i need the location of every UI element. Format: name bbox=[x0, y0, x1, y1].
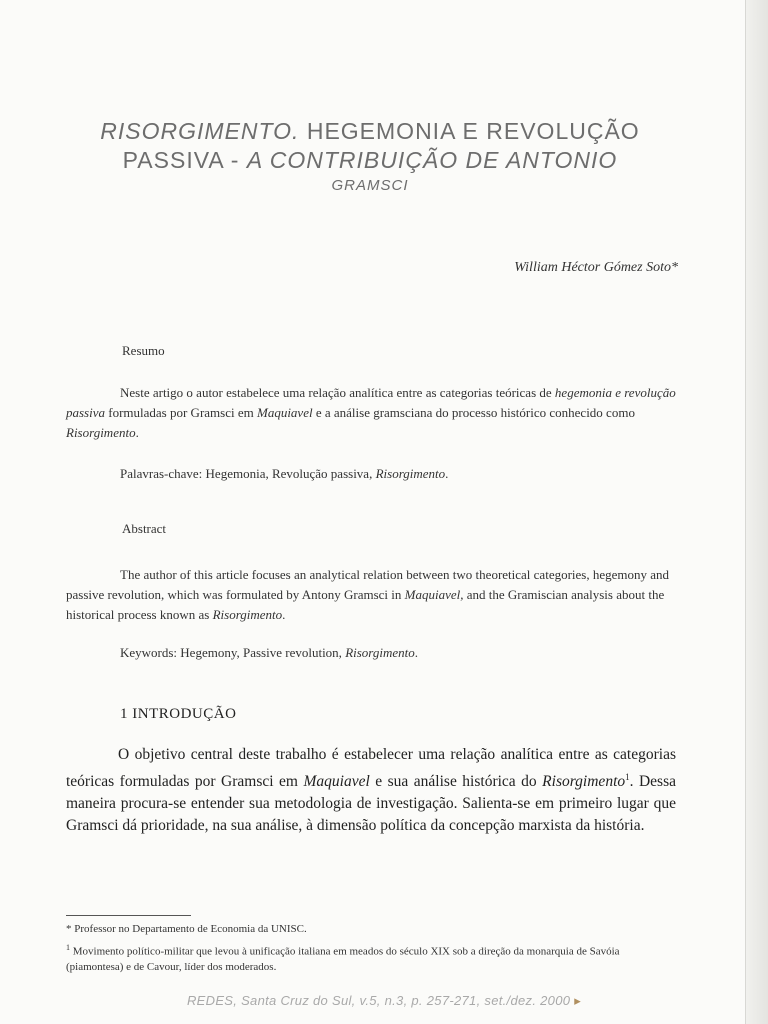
journal-citation: REDES, Santa Cruz do Sul, v.5, n.3, p. 257-271, set./dez. 2000 bbox=[186, 993, 571, 1008]
title-passiva: PASSIVA - bbox=[122, 147, 247, 173]
title-gramsci: GRAMSCI bbox=[331, 177, 409, 194]
author-name: William Héctor Gómez Soto* bbox=[514, 260, 678, 275]
title-contribuicao: A CONTRIBUIÇÃO DE ANTONIO bbox=[246, 147, 618, 173]
footnote-divider bbox=[66, 915, 191, 916]
resumo-heading: Resumo bbox=[122, 343, 165, 358]
page-footer bbox=[0, 993, 768, 1009]
introduction-paragraph: O objetivo central deste trabalho é estabelecer uma relação analítica entre as categorias teóricas formuladas por Gramsci em Maquiavel e sua análise histórica do Risorgimento$^1$. Dessa maneira procura-se entender sua metodologia de investigação. Salienta-se em primeiro lugar que Gramsci dá prioridade, na sua análise, à dimensão política da concepção marxista da história. bbox=[66, 746, 677, 835]
keywords: Keywords: Hegemony, Passive revolution, Risorgimento. bbox=[120, 645, 419, 660]
resumo-paragraph: Neste artigo o autor estabelece uma relação analítica entre as categorias teóricas de hegemonia e revolução passiva formuladas por Gramsci em Maquiavel e a análise gramsciana do processo histórico conhecido como Risorgimento. bbox=[66, 385, 676, 440]
section-heading: 1 INTRODUÇÃO bbox=[120, 706, 237, 722]
abstract-heading: Abstract bbox=[122, 521, 167, 536]
title-risorgimento: RISORGIMENTO. bbox=[100, 118, 300, 144]
footnote-author: * Professor no Departamento de Economia da UNISC. bbox=[66, 923, 307, 935]
arrow-icon: ▸ bbox=[574, 993, 582, 1008]
page-edge bbox=[745, 0, 768, 1024]
footnote-1: $^1$ Movimento político-militar que levou à unificação italiana em meados do século XIX sob a direção da monarquia de Savóia (piamontesa) e de Cavour, líder dos moderados. bbox=[66, 943, 620, 973]
palavras-chave: Palavras-chave: Hegemonia, Revolução passiva, Risorgimento. bbox=[120, 466, 449, 481]
abstract-paragraph: The author of this article focuses an analytical relation between two theoretical categories, hegemony and passive revolution, which was formulated by Antony Gramsci in Maquiavel, and the Gramiscian analysis about the historical process known as Risorgimento. bbox=[66, 567, 670, 622]
title-line-2 bbox=[60, 146, 680, 175]
footnote-ref: 1 bbox=[625, 772, 630, 782]
title-line-3 bbox=[60, 175, 680, 197]
article-title bbox=[60, 117, 680, 197]
title-line-1 bbox=[60, 117, 680, 146]
title-hegemonia: HEGEMONIA E REVOLUÇÃO bbox=[299, 118, 640, 144]
